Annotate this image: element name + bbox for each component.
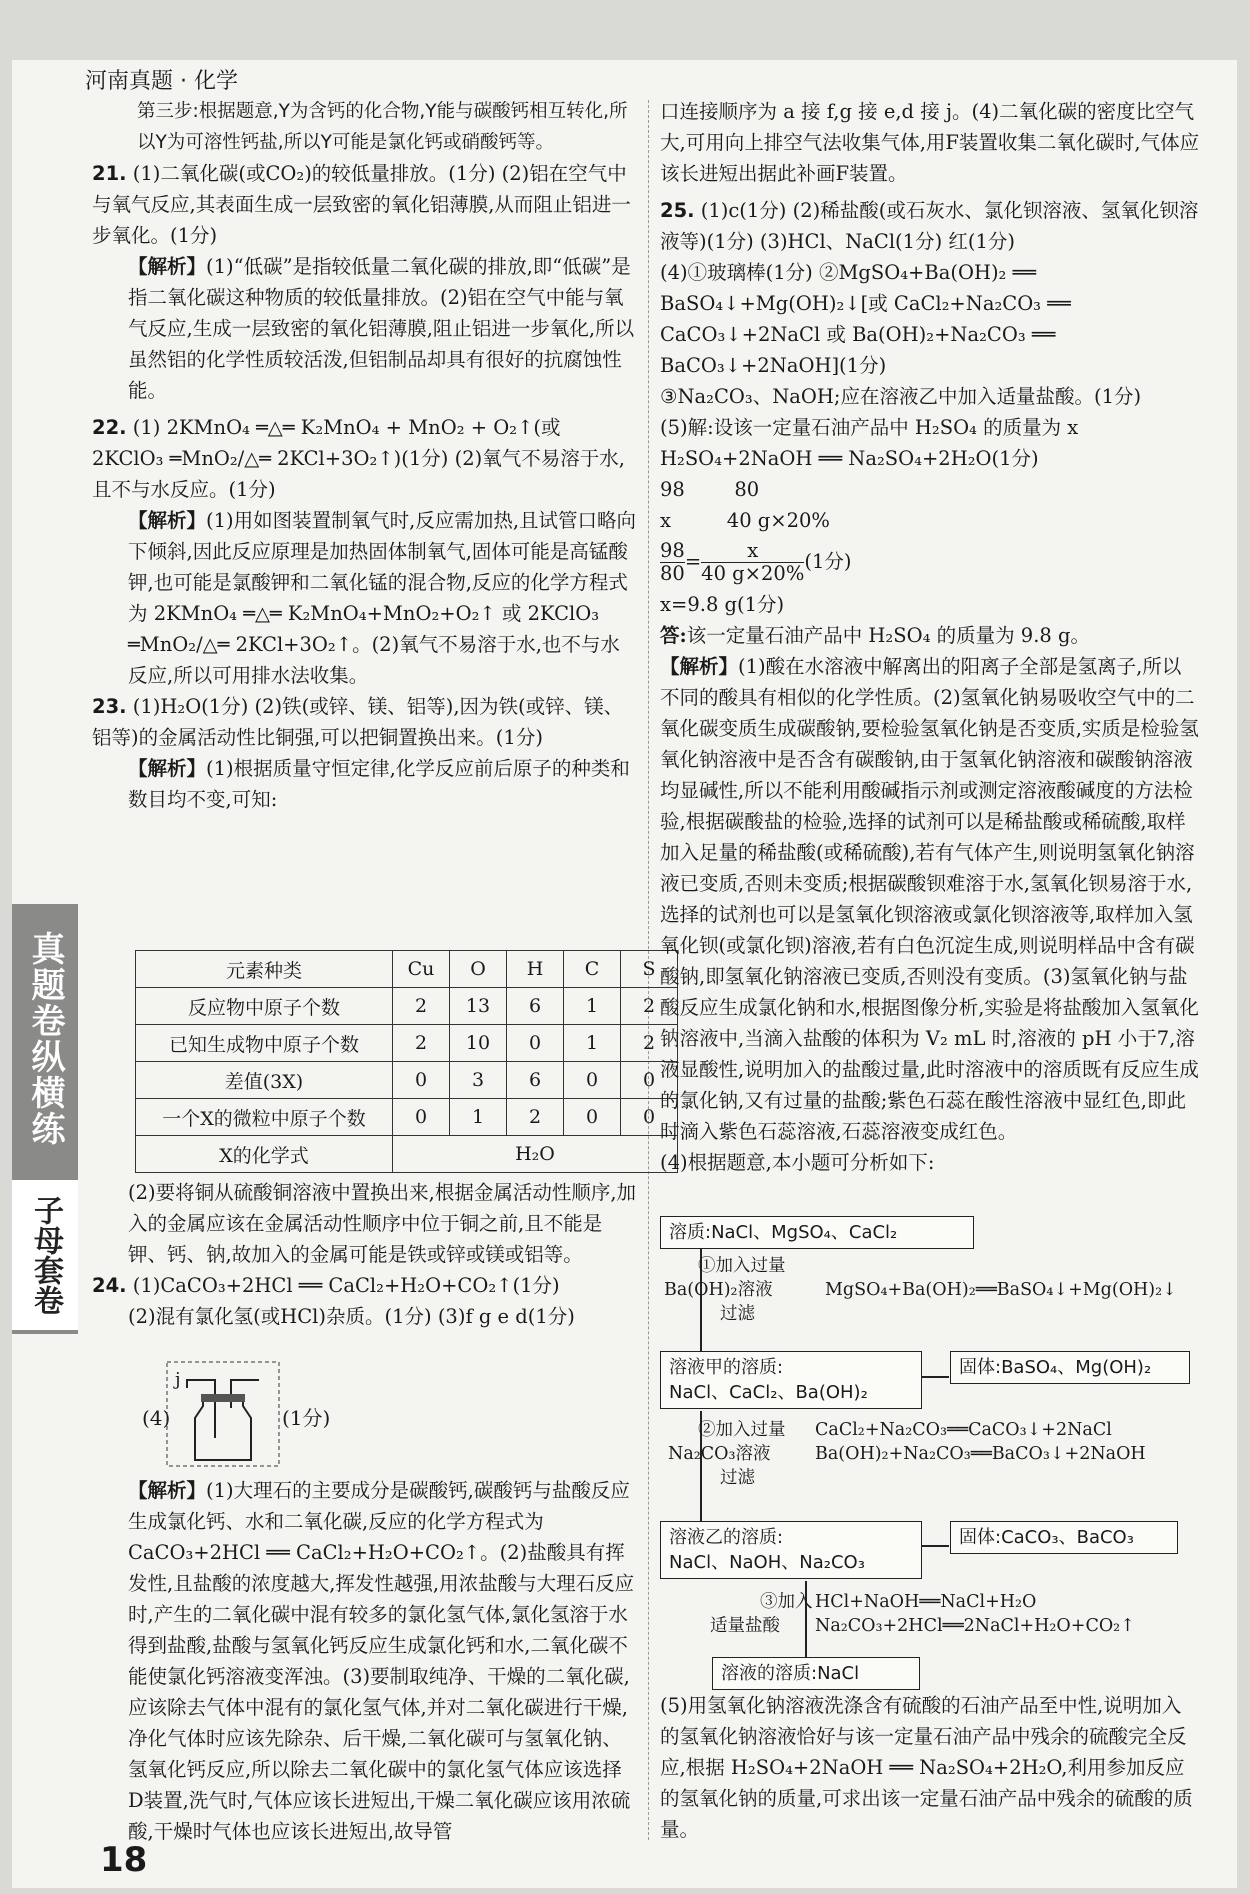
flow-step-1-filter: 过滤 bbox=[720, 1304, 755, 1324]
flow-box-3 bbox=[660, 1521, 922, 1579]
table-cell: 0 bbox=[564, 1099, 621, 1136]
q21-number: 21. bbox=[92, 162, 127, 185]
q23-text: (1)H₂O(1分) (2)铁(或锌、镁、铝等),因为铁(或锌、镁、铝等)的金属活动性比铜强,可以把铜置换出来。(1分) bbox=[92, 695, 624, 749]
fraction-numerator: 98 bbox=[660, 539, 685, 562]
q24-part4-score: (1分) bbox=[282, 1406, 331, 1430]
table-cell: 2 bbox=[393, 988, 450, 1025]
score-label: (1分) bbox=[804, 550, 852, 573]
fraction-1 bbox=[660, 540, 685, 585]
table-cell: H₂O bbox=[393, 1136, 678, 1173]
fraction-numerator: x bbox=[701, 540, 804, 563]
q24-analysis bbox=[92, 1475, 637, 1847]
q23-analysis bbox=[92, 753, 637, 815]
table-cell: 0 bbox=[393, 1062, 450, 1099]
q24-text-b: (2)混有氯化氢(或HCl)杂质。(1分) (3)f g e d(1分) bbox=[128, 1305, 575, 1328]
q24-analysis-block bbox=[92, 1475, 637, 1847]
flow-box-2-content: NaCl、CaCl₂、Ba(OH)₂ bbox=[669, 1382, 868, 1403]
equation-3: x 40 g×20% bbox=[660, 509, 830, 532]
left-column bbox=[92, 96, 637, 815]
flow-precipitate-1: 固体:BaSO₄、Mg(OH)₂ bbox=[950, 1351, 1190, 1384]
flow-reaction-2b: Ba(OH)₂+Na₂CO₃══BaCO₃↓+2NaOH bbox=[815, 1444, 1146, 1464]
table-cell: X的化学式 bbox=[136, 1136, 393, 1173]
table-cell: 3 bbox=[450, 1062, 507, 1099]
q25-text-a: (1)c(1分) (2)稀盐酸(或石灰水、氯化钡溶液、氢氧化钡溶液等)(1分) (3)HCl、NaCl(1分) 红(1分) bbox=[660, 199, 1199, 253]
flow-step-3-reagent: 适量盐酸 bbox=[710, 1616, 780, 1636]
q24-part4-label: (4) bbox=[142, 1406, 171, 1430]
q21-answer bbox=[92, 158, 637, 251]
analysis-tag: 【解析】 bbox=[128, 757, 207, 780]
table-cell: 1 bbox=[450, 1099, 507, 1136]
q24-number: 24. bbox=[92, 1274, 127, 1297]
stopper bbox=[201, 1394, 245, 1402]
q23-analysis-2: (2)要将铜从硫酸铜溶液中置换出来,根据金属活动性顺序,加入的金属应该在金属活动性顺序中位于铜之前,且不能是钾、钙、钠,故加入的金属可能是铁或锌或镁或铝等。 bbox=[128, 1181, 637, 1266]
flow-box-2-title: 溶液甲的溶质: bbox=[669, 1357, 784, 1378]
table-header-row bbox=[136, 951, 678, 988]
right-column bbox=[660, 96, 1200, 1178]
q22-analysis bbox=[92, 505, 637, 691]
fraction-2 bbox=[701, 540, 804, 585]
table-row bbox=[136, 1099, 678, 1136]
flow-step-1-reagent: Ba(OH)₂溶液 bbox=[664, 1280, 773, 1300]
q25-text-c: ③Na₂CO₃、NaOH;应在溶液乙中加入适量盐酸。(1分) bbox=[660, 385, 1142, 408]
q22-number: 22. bbox=[92, 416, 127, 439]
table-cell: 2 bbox=[621, 1025, 678, 1062]
table-cell: 13 bbox=[450, 988, 507, 1025]
table-cell: S bbox=[621, 951, 678, 988]
table-cell: 1 bbox=[564, 988, 621, 1025]
flow-reaction-1: MgSO₄+Ba(OH)₂══BaSO₄↓+Mg(OH)₂↓ bbox=[825, 1280, 1177, 1300]
table-row bbox=[136, 1136, 678, 1173]
table-cell: Cu bbox=[393, 951, 450, 988]
q20-step3: 第三步:根据题意,Y为含钙的化合物,Y能与碳酸钙相互转化,所以Y为可溶性钙盐,所以Y可能是氯化钙或硝酸钙等。 bbox=[137, 101, 628, 153]
flow-reaction-3b: Na₂CO₃+2HCl══2NaCl+H₂O+CO₂↑ bbox=[815, 1616, 1135, 1636]
equation-ratio: $\frac{98}{80}$ = $\frac{x}{40 g\times 20\%}$ (1分) bbox=[660, 539, 852, 585]
answer-line bbox=[660, 620, 1200, 651]
flow-step-3: ③加入 bbox=[760, 1592, 813, 1612]
q21-analysis bbox=[92, 251, 637, 406]
table-cell: 0 bbox=[507, 1025, 564, 1062]
flow-reaction-3a: HCl+NaOH══NaCl+H₂O bbox=[815, 1592, 1037, 1612]
flow-line bbox=[922, 1376, 949, 1378]
flow-reaction-2a: CaCl₂+Na₂CO₃══CaCO₃↓+2NaCl bbox=[815, 1420, 1112, 1440]
table-cell: 6 bbox=[507, 1062, 564, 1099]
table-cell: 2 bbox=[393, 1025, 450, 1062]
q25-text-b: (4)①玻璃棒(1分) ②MgSO₄+Ba(OH)₂ ══ BaSO₄↓+Mg(OH)₂↓[或 CaCl₂+Na₂CO₃ ══ CaCO₃↓+2NaCl 或 Ba(OH)₂+Na₂CO₃ ══ BaCO₃↓+2NaOH](1分) bbox=[660, 261, 1071, 377]
q25-analysis bbox=[660, 651, 1200, 1147]
diagram-frame bbox=[167, 1362, 279, 1466]
side-tab-bottom: 子母套卷 bbox=[12, 1180, 78, 1330]
right-column-lower bbox=[660, 1690, 1200, 1845]
q23-answer bbox=[92, 691, 637, 753]
equation-1: H₂SO₄+2NaOH ══ Na₂SO₄+2H₂O(1分) bbox=[660, 447, 1039, 470]
table-cell: 0 bbox=[393, 1099, 450, 1136]
table-cell: O bbox=[450, 951, 507, 988]
apparatus-port-label: j bbox=[175, 1369, 181, 1390]
q24-continued: 口连接顺序为 a 接 f,g 接 e,d 接 j。(4)二氧化碳的密度比空气大,可用向上排空气法收集气体,用F装置收集二氧化碳时,气体应该长进短出据此补画F装置。 bbox=[660, 100, 1200, 185]
table-row bbox=[136, 1025, 678, 1062]
table-cell: 已知生成物中原子个数 bbox=[136, 1025, 393, 1062]
bottle bbox=[195, 1398, 251, 1460]
table-cell: 2 bbox=[621, 988, 678, 1025]
table-cell: 0 bbox=[621, 1062, 678, 1099]
table-cell: H bbox=[507, 951, 564, 988]
q24-answer-a bbox=[92, 1270, 637, 1301]
table-cell: 1 bbox=[564, 1025, 621, 1062]
fraction-denominator: 40 g×20% bbox=[701, 562, 805, 585]
q23-number: 23. bbox=[92, 695, 127, 718]
table-cell: 2 bbox=[507, 1099, 564, 1136]
flow-box-2 bbox=[660, 1351, 922, 1409]
analysis-tag: 【解析】 bbox=[128, 1479, 207, 1502]
flow-precipitate-2: 固体:CaCO₃、BaCO₃ bbox=[950, 1521, 1178, 1554]
q25-analysis-text: (1)酸在水溶液中解离出的阳离子全部是氢离子,所以不同的酸具有相似的化学性质。(2)氢氧化钠易吸收空气中的二氧化碳变质生成碳酸钠,要检验氢氧化钠是否变质,实质是检验氢氧化钠溶液中是否含有碳酸钠,由于氢氧化钠溶液和碳酸钠溶液均显碱性,所以不能利用酸碱指示剂或测定溶液酸碱度的方法检验,根据碳酸盐的检验,选择的试剂可以是稀盐酸或稀硫酸,取样加入足量的稀盐酸(或稀硫酸),若有气体产生,则说明氢氧化钠溶液已变质,否则未变质;根据碳酸钡难溶于水,氢氧化钡易溶于水,选择的试剂也可以是氢氧化钡溶液或氯化钡溶液等,取样加入氢氧化钡(或氯化钡)溶液,若有白色沉淀生成,则说明样品中含有碳酸钠,即氢氧化钠溶液已变质,否则没有变质。(3)氢氧化钠与盐酸反应生成氯化钠和水,根据图像分析,实验是将盐酸加入氢氧化钠溶液中,当滴入盐酸的体积为 V₂ mL 时,溶液的 pH 小于7,溶液显酸性,说明加入的盐酸过量,此时溶液中的溶质既有反应生成的氯化钠,又有过量的盐酸;紫色石蕊在酸性溶液中显红色,即此时滴入紫色石蕊溶液,石蕊溶液变成红色。 bbox=[660, 655, 1199, 1143]
q21-text: (1)二氧化碳(或CO₂)的较低量排放。(1分) (2)铝在空气中与氧气反应,其表面生成一层致密的氧化铝薄膜,从而阻止铝进一步氧化。(1分) bbox=[92, 162, 631, 247]
table-cell: 0 bbox=[564, 1062, 621, 1099]
table-cell: 一个X的微粒中原子个数 bbox=[136, 1099, 393, 1136]
q25-answer bbox=[660, 195, 1200, 257]
q24-analysis-text: (1)大理石的主要成分是碳酸钙,碳酸钙与盐酸反应生成氯化钙、水和二氧化碳,反应的化学方程式为 CaCO₃+2HCl ══ CaCl₂+H₂O+CO₂↑。(2)盐酸具有挥发性,且盐酸的浓度越大,挥发性越强,用浓盐酸与大理石反应时,产生的二氧化碳中混有较多的氯化氢气体,氯化氢溶于水得到盐酸,盐酸与氢氧化钙反应生成氯化钙和水,二氧化碳不能使氯化钙溶液变浑浊。(3)要制取纯净、干燥的二氧化碳,应该除去气体中混有的氯化氢气体,并对二氧化碳进行干燥,净化气体时应该先除杂、后干燥,二氧化碳可与氢氧化钠、氢氧化钙反应,所以除去二氧化碳中的氯化氢气体应该选择D装置,洗气时,气体应该长进短出,干燥二氧化碳应该用浓硫酸,干燥时气体也应该长进短出,故导管 bbox=[128, 1479, 635, 1843]
left-column-lower bbox=[92, 1177, 637, 1332]
analysis-tag: 【解析】 bbox=[128, 509, 207, 532]
equation-2: 98 80 bbox=[660, 478, 760, 501]
atom-count-table bbox=[135, 950, 678, 1173]
q25-number: 25. bbox=[660, 199, 695, 222]
table-cell: 0 bbox=[621, 1099, 678, 1136]
table-row bbox=[136, 1062, 678, 1099]
flow-box-4: 溶液的溶质:NaCl bbox=[712, 1657, 920, 1690]
gas-bottle-diagram bbox=[165, 1360, 283, 1470]
analysis-tag: 【解析】 bbox=[128, 255, 207, 278]
table-cell: 10 bbox=[450, 1025, 507, 1062]
answer-text: 该一定量石油产品中 H₂SO₄ 的质量为 9.8 g。 bbox=[686, 624, 1090, 647]
q25-analysis-3: (5)用氢氧化钠溶液洗涤含有硫酸的石油产品至中性,说明加入的氢氧化钠溶液恰好与该一定量石油产品中残余的硫酸完全反应,根据 H₂SO₄+2NaOH ══ Na₂SO₄+2H₂O,利用参加反应的氢氧化钠的质量,可求出该一定量石油产品中残余的硫酸的质量。 bbox=[660, 1694, 1193, 1841]
table-cell: 元素种类 bbox=[136, 951, 393, 988]
side-tab-top: 真题卷纵横练 bbox=[25, 931, 65, 1147]
page-number: 18 bbox=[100, 1840, 148, 1880]
q25-text-d: (5)解:设该一定量石油产品中 H₂SO₄ 的质量为 x bbox=[660, 416, 1079, 439]
flow-box-1: 溶质:NaCl、MgSO₄、CaCl₂ bbox=[660, 1216, 974, 1249]
equation-result: x=9.8 g(1分) bbox=[660, 593, 785, 616]
flow-step-1: ①加入过量 bbox=[698, 1256, 786, 1276]
q22-answer bbox=[92, 412, 637, 505]
q21-analysis-text: (1)“低碳”是指较低量二氧化碳的排放,即“低碳”是指二氧化碳这种物质的较低量排放。(2)铝在空气中能与氧气反应,生成一层致密的氧化铝薄膜,阻止铝进一步氧化,所以虽然铝的化学性质较活泼,但铝制品却具有很好的抗腐蚀性能。 bbox=[128, 255, 635, 402]
flow-box-3-content: NaCl、NaOH、Na₂CO₃ bbox=[669, 1552, 865, 1573]
analysis-tag: 【解析】 bbox=[660, 655, 739, 678]
q24-text-a: (1)CaCO₃+2HCl ══ CaCl₂+H₂O+CO₂↑(1分) bbox=[132, 1274, 560, 1297]
table-row bbox=[136, 988, 678, 1025]
flow-box-3-title: 溶液乙的溶质: bbox=[669, 1527, 784, 1548]
answer-tag: 答: bbox=[660, 624, 687, 647]
q23-analysis-text: (1)根据质量守恒定律,化学反应前后原子的种类和数目均不变,可知: bbox=[128, 757, 630, 811]
flow-step-2: ②加入过量 bbox=[698, 1420, 786, 1440]
page-header: 河南真题 · 化学 bbox=[85, 69, 238, 94]
table-cell: 反应物中原子个数 bbox=[136, 988, 393, 1025]
flow-step-2-filter: 过滤 bbox=[720, 1468, 755, 1488]
q22-analysis-text: (1)用如图装置制氧气时,反应需加热,且试管口略向下倾斜,因此反应原理是加热固体制氧气,固体可能是高锰酸钾,也可能是氯酸钾和二氧化锰的混合物,反应的化学方程式为 2KMnO₄ ═△═ K₂MnO₄+MnO₂+O₂↑ 或 2KClO₃ ═MnO₂/△═ 2KCl+3O₂↑。(2)氧气不易溶于水,也不与水反应,所以可用排水法收集。 bbox=[128, 509, 637, 687]
flow-line bbox=[922, 1545, 949, 1547]
flow-step-2-reagent: Na₂CO₃溶液 bbox=[668, 1444, 771, 1464]
fraction-denominator: 80 bbox=[660, 562, 685, 585]
q25-analysis-2: (4)根据题意,本小题可分析如下: bbox=[660, 1151, 935, 1174]
table-cell: C bbox=[564, 951, 621, 988]
table-cell: 差值(3X) bbox=[136, 1062, 393, 1099]
q22-text: (1) 2KMnO₄ ═△═ K₂MnO₄ + MnO₂ + O₂↑(或 2KClO₃ ═MnO₂/△═ 2KCl+3O₂↑)(1分) (2)氧气不易溶于水,且不与水反应。(1分) bbox=[92, 416, 625, 501]
table-cell: 6 bbox=[507, 988, 564, 1025]
